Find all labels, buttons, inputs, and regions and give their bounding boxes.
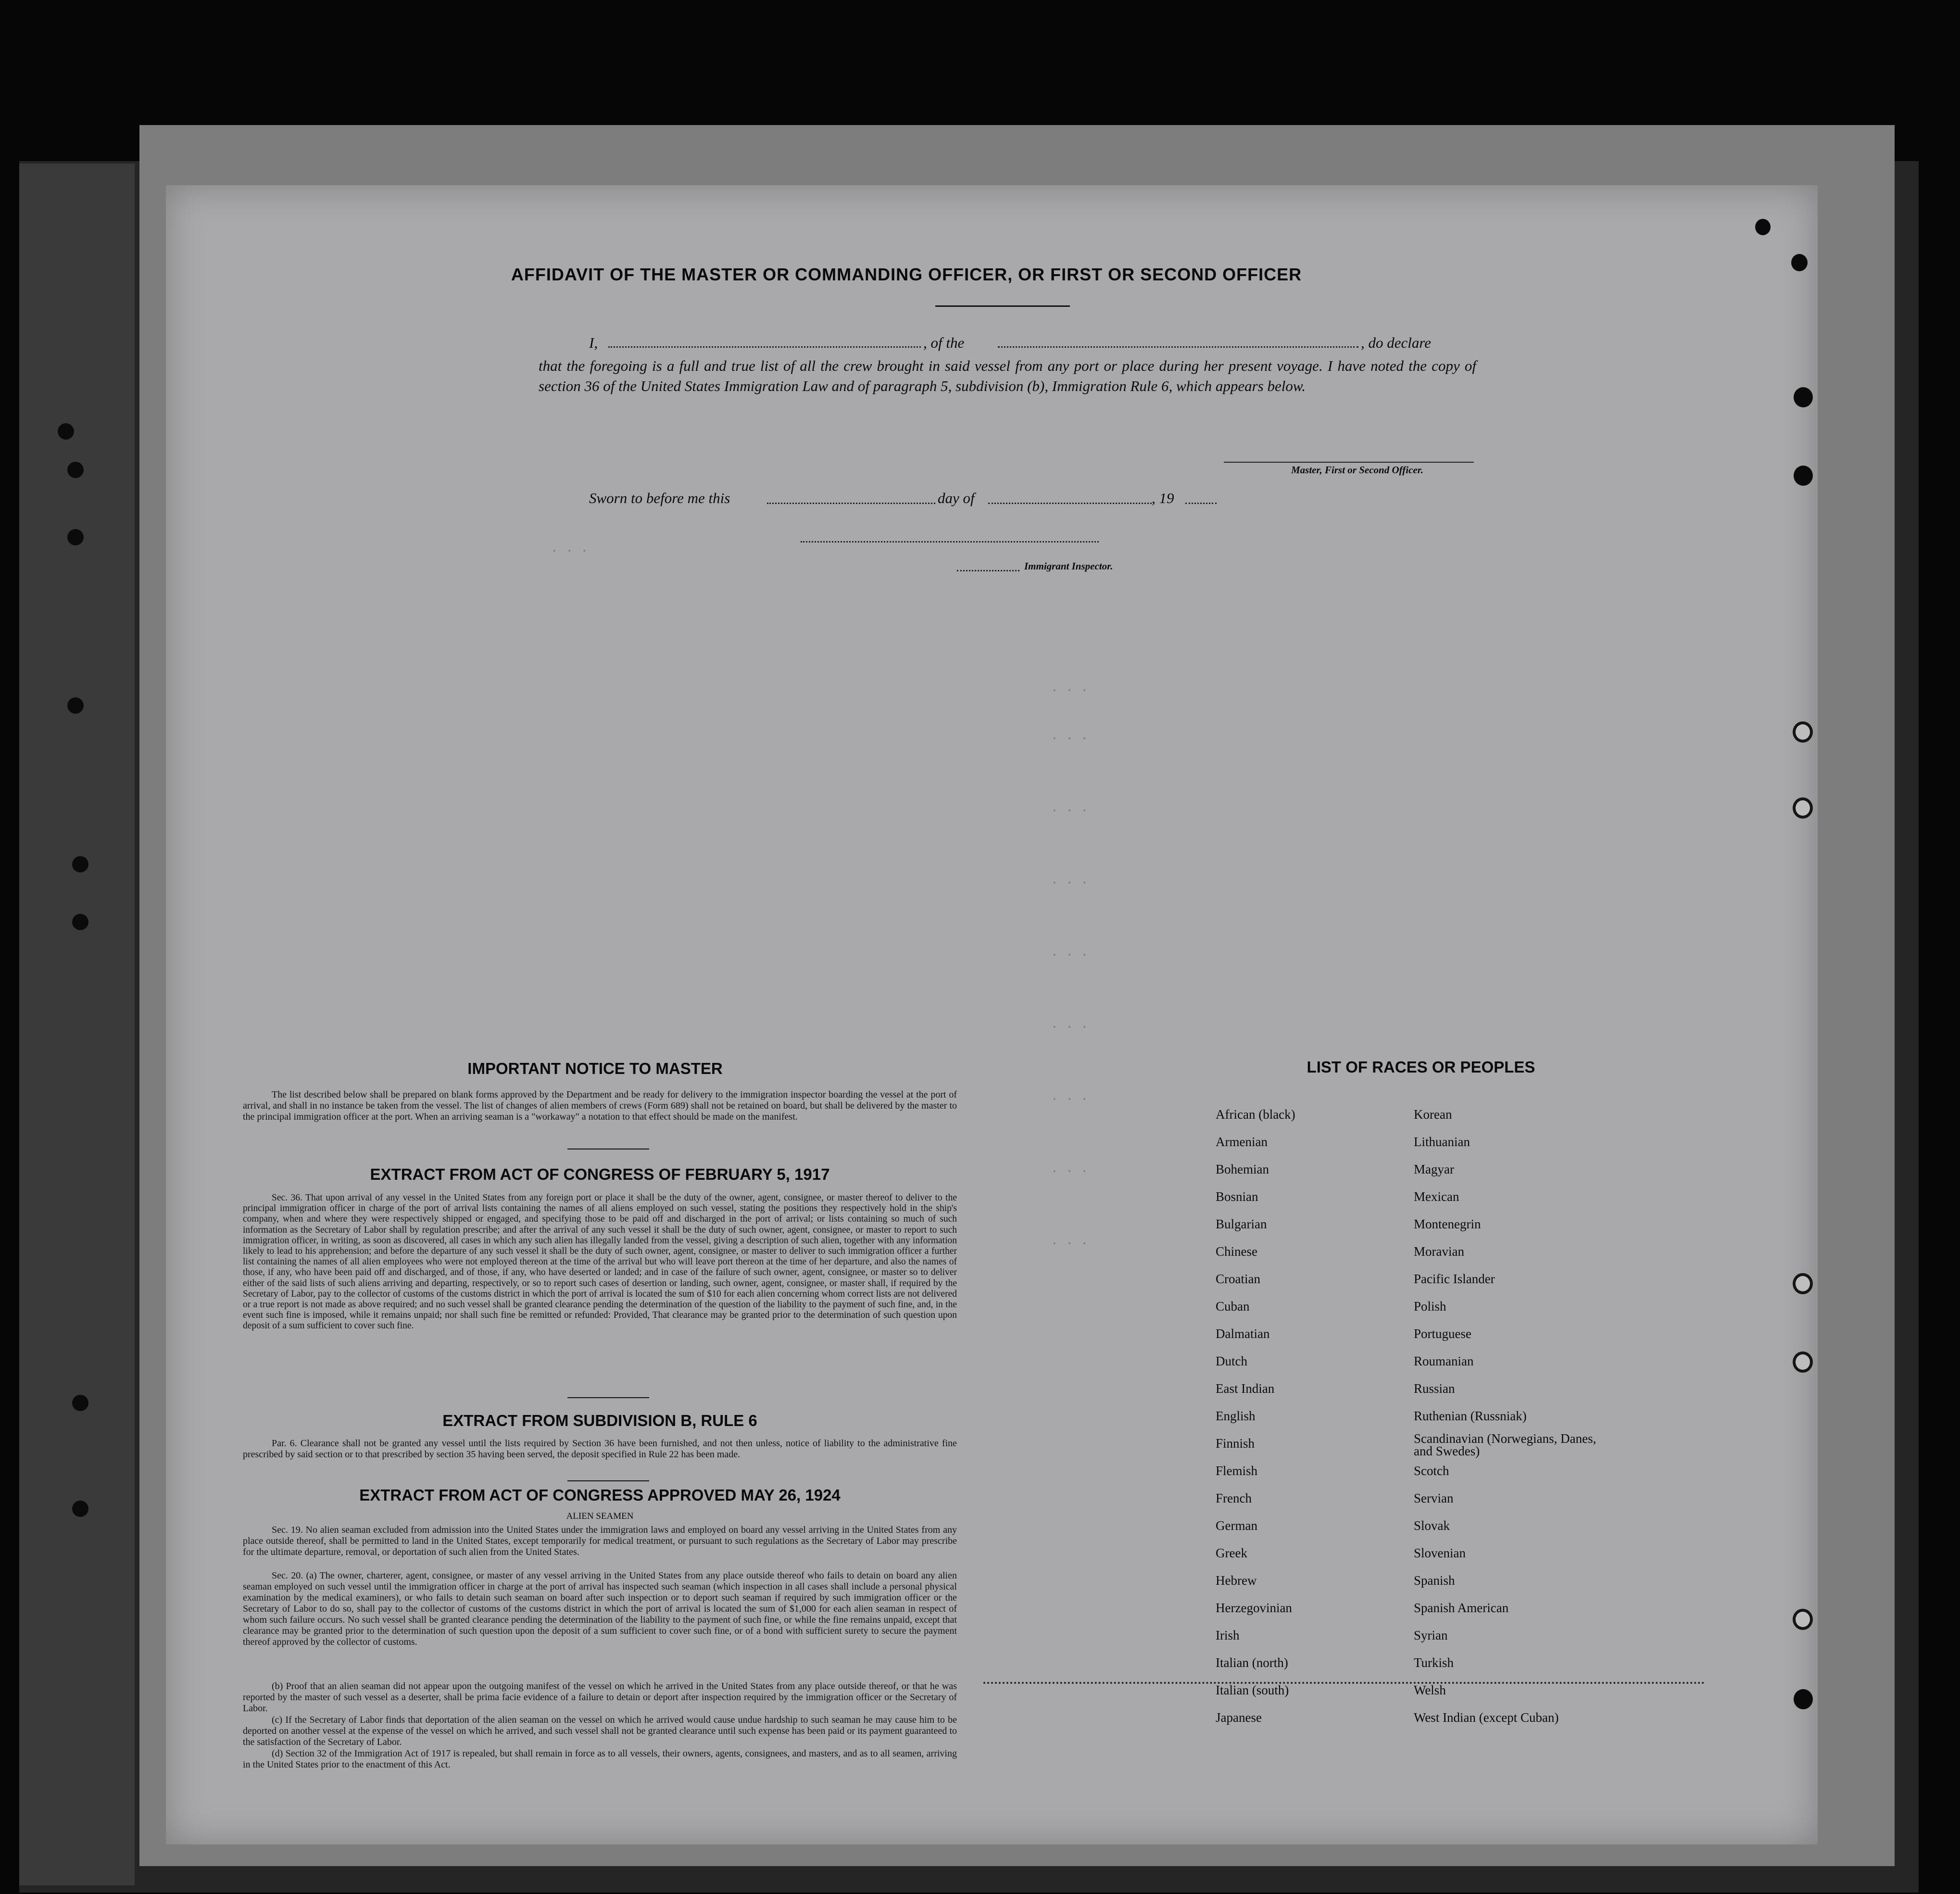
sec19-text: Sec. 19. No alien seaman excluded from admission into the United States under the immigration laws and employed on board any vessel arriving in the United States from any place outside thereof, shall be permitted to land in the United States, except temporarily for medical treatment, or pursuant to such regulations as the Secretary of Labor may prescribe for the ultimate departure, removal, or deportation of such alien from the United States. [243, 1525, 957, 1557]
race-item: Slovak [1414, 1518, 1450, 1533]
punch-hole [1794, 387, 1813, 407]
affidavit-text: that the foregoing is a full and true list of all the crew brought in said vessel from any port or place during her present voyage. I have noted the copy of section 36 of the United States Immigration Law and of paragraph 5, subdivision (b), Immigration Rule 6, which appears below. [539, 357, 1476, 394]
race-item: Welsh [1414, 1683, 1446, 1697]
race-item: Lithuanian [1414, 1135, 1470, 1149]
rule6-rule [567, 1480, 649, 1481]
punch-hole [1794, 1689, 1813, 1709]
race-item: Dutch [1216, 1354, 1247, 1368]
alien-seamen-subtitle: ALIEN SEAMEN [566, 1511, 634, 1521]
race-item: Greek [1216, 1546, 1247, 1560]
race-item: Korean [1414, 1107, 1452, 1122]
day-of-label: day of [938, 490, 975, 506]
race-item: Ruthenian (Russniak) [1414, 1409, 1527, 1423]
race-item: Italian (south) [1216, 1683, 1289, 1697]
punch-hole [1793, 1351, 1813, 1373]
affidavit-of-the: , of the [923, 334, 965, 351]
race-item: German [1216, 1518, 1257, 1533]
sec20c-text: (c) If the Secretary of Labor finds that deportation of the alien seaman on the vessel on which he arrived would cause undue hardship to such seaman he may cause him to be deported on another vessel at the expense of the vessel on which he arrived, and such vessel shall not be granted clearance until such expense has been paid or its payment guaranteed to the satisfaction of the Secretary of Labor. [243, 1715, 957, 1747]
race-item: Italian (north) [1216, 1655, 1288, 1670]
race-item: Bosnian [1216, 1189, 1258, 1204]
sec20b-text: (b) Proof that an alien seaman did not appear upon the outgoing manifest of the vessel on which he arrived in the United States from any place outside thereof, or that he was reported by the master of such vessel as a deserter, shall be prima facie evidence of a failure to detain or deport after inspection required by the immigration officer or the Secretary of Labor. [243, 1681, 957, 1714]
race-item: Syrian [1414, 1628, 1448, 1642]
race-item: English [1216, 1409, 1256, 1423]
signature-line[interactable] [1224, 462, 1474, 463]
race-item: African (black) [1216, 1107, 1295, 1122]
race-item: Montenegrin [1414, 1217, 1481, 1231]
race-item: Polish [1414, 1299, 1446, 1313]
notice-title: IMPORTANT NOTICE TO MASTER [467, 1060, 723, 1077]
race-item: Croatian [1216, 1272, 1260, 1286]
dotted-row-line [983, 1682, 1705, 1684]
punch-hole [1793, 1273, 1813, 1294]
race-item: Mexican [1414, 1189, 1459, 1204]
race-item: Bulgarian [1216, 1217, 1267, 1231]
race-item: Turkish [1414, 1655, 1454, 1670]
document-page: . . . . . . . . . . . . . . . . . . . . . . . . . . . . . . AFFIDAVIT OF THE MASTER OR COMMANDING OFFICER, OR FIRST OR SECOND OFFICER I, , of the , do declare that the foregoing is a full and true list of all the crew brought in said vessel from any port or place during her present voyage. I have noted the copy of section 36 of the United States Immigration Law and of paragraph 5, subdivision (b), Immigration Rule 6, which appears below. Master, First or Second Officer. Sworn to before me this day of , 19 Immigrant Inspector. IMPORTANT NOTICE TO MASTER The list described below shall be prepared on blank forms approved by the Department and be ready for delivery to the immigration inspector boarding the vessel at the port of arrival, and shall in no instance be taken from the vessel. The list of changes of alien members of crews (Form 689) shall not be retained on board, but shall be delivered by the master to the principal immigration officer at the port. When an arriving seaman is a "workaway" a notation to that effect should be made on the manifest. EXTRACT FROM ACT OF CONGRESS OF FEBRUARY 5, 1917 Sec. 36. That upon arrival of any vessel in the United States from any foreign port or place it shall be the duty of the owner, agent, consignee, or master thereof to deliver to the principal immigration officer in charge of the port of arrival lists containing the names of all aliens employed on such vessel, stating the positions they respectively hold in the ship's company, when and where they were respectively shipped or engaged, and specifying those to be paid off and discharged in the port of arrival; or lists containing so much of such information as the Secretary of Labor shall by regulation prescribe; and after the arrival of any such vessel it shall be the duty of such owner, agent, consignee, or master to report to such immigration officer, in writing, as soon as discovered, all cases in which any such alien has illegally landed from the vessel, giving a description of such alien, together with any information likely to lead to his apprehension; and before the departure of any such vessel it shall be the duty of such owner, agent, consignee, or master to deliver to such immigration officer a further list containing the names of all alien employees who were not employed thereon at the time of the arrival but who will leave port thereon at the time of her departure, and also the names of those, if any, who have been paid off and discharged, and of those, if any, who have deserted or landed; and in case of the failure of such owner, agent, consignee, or master so to deliver either of the said lists of such aliens arriving and departing, respectively, or so to report such cases of desertion or landing, such owner, agent, consignee, or master shall, if required by the Secretary of Labor, pay to the collector of customs of the customs district in which the port of arrival is located the sum of $10 for each alien concerning whom correct lists are not delivered or a true report is not made as above required; and no such vessel shall be granted clearance pending the determination of the question of the liability to the payment of such fine, and, in the event such fine is imposed, while it remains unpaid; nor shall such fine be remitted or refunded: Provided, That clearance may be granted prior to the determination of such question upon deposit of a sum sufficient to cover such fine. EXTRACT FROM SUBDIVISION B, RULE 6 Par. 6. Clearance shall not be granted any vessel until the lists required by Section 36 have been furnished, and not then unless, notice of liability to the administrative fine prescribed by said section or to that prescribed by section 35 having been served, the deposit specified in Rule 22 has been made. EXTRACT FROM ACT OF CONGRESS APPROVED MAY 26, 1924 ALIEN SEAMEN Sec. 19. No alien seaman excluded from admission into the United States under the immigration laws and employed on board any vessel arriving in the United States from any place outside thereof, shall be permitted to land in the United States, except temporarily for medical treatment, or pursuant to such regulations as the Secretary of Labor may prescribe for the ultimate departure, removal, or deportation of such alien from the United States. Sec. 20. (a) The owner, charterer, agent, consignee, or master of any vessel arriving in the United States from any place outside thereof who fails to detain on board any alien seaman employed on such vessel until the immigration officer in charge at the port of arrival has inspected such seaman (which inspection in all cases shall include a personal physical examination by the medical examiners), or who fails to detain such seaman on board after such inspection or to deport such seaman if required by such immigration officer or the Secretary of Labor to do so, shall pay to the collector of customs of the customs district in which the port of arrival is located the sum of $1,000 for each alien seaman in respect of whom such failure occurs. No such vessel shall be granted clearance pending the determination of the liability to the payment of such fine, or while the fine remains unpaid, except that clearance may be granted prior to the determination of such question upon the deposit of a sum sufficient to cover such fine, or of a bond with sufficient surety to secure the payment thereof approved by the collector of customs. (b) Proof that an alien seaman did not appear upon the outgoing manifest of the vessel on which he arrived in the United States from any place outside thereof, or that he was reported by the master of such vessel as a deserter, shall be prima facie evidence of a failure to detain or deport after inspection required by the immigration officer or the Secretary of Labor. (c) If the Secretary of Labor finds that deportation of the alien seaman on the vessel on which he arrived would cause undue hardship to such seaman he may cause him to be deported on another vessel at the expense of the vessel on which he arrived, and such vessel shall not be granted clearance until such expense has been paid or its payment guaranteed to the satisfaction of the Secretary of Labor. (d) Section 32 of the Immigration Act of 1917 is repealed, but shall remain in force as to all vessels, their owners, agents, consignees, and masters, and as to all seamen, arriving in the United States prior to the enactment of this Act. LIST OF RACES OR PEOPLES African (black) Armenian Bohemian Bosnian Bulgarian Chinese Croatian Cuban Dalmatian Dutch East Indian English Finnish Flemish French German Greek Hebrew Herzegovinian Irish Italian (north) Italian (south) Japanese Korean Lithuanian Magyar Mexican Montenegrin Moravian Pacific Islander Polish Portuguese Roumanian Russian Ruthenian (Russniak) Scandinavian (Norwegians, Danes, and Swedes) Scotch Servian Slovak Slovenian Spanish Spanish American Syrian Turkish Welsh West Indian (except Cuban) [166, 185, 1818, 1844]
punch-hole [1793, 797, 1813, 819]
punch-hole [1791, 254, 1808, 271]
affidavit-title: AFFIDAVIT OF THE MASTER OR COMMANDING OFFICER, OR FIRST OR SECOND OFFICER [511, 265, 1302, 284]
sworn-day-blank[interactable] [767, 503, 935, 504]
race-item: Dalmatian [1216, 1326, 1270, 1341]
rule6-text: Par. 6. Clearance shall not be granted any vessel until the lists required by Section 36 have been furnished, and not then unless, notice of liability to the administrative fine prescribed by said section or to that prescribed by section 35 having been served, the deposit specified in Rule 22 has been made. [243, 1438, 957, 1460]
year-label: , 19 [1152, 490, 1174, 506]
binder-spine [19, 164, 135, 1885]
race-item: Slovenian [1414, 1546, 1466, 1560]
punch-hole [1755, 219, 1771, 235]
race-item: Scandinavian (Norwegians, Danes, and Swedes) [1414, 1431, 1596, 1458]
inspector-line[interactable] [801, 541, 1099, 543]
extract-1917-rule [567, 1397, 649, 1398]
extract-1917-title: EXTRACT FROM ACT OF CONGRESS OF FEBRUARY 5, 1917 [370, 1165, 830, 1183]
race-item: Roumanian [1414, 1354, 1474, 1368]
vessel-blank[interactable] [998, 346, 1358, 348]
punch-hole [1794, 466, 1813, 486]
race-item: Russian [1414, 1381, 1455, 1396]
race-item: Herzegovinian [1216, 1601, 1292, 1615]
race-item: East Indian [1216, 1381, 1275, 1396]
punch-hole [1793, 721, 1813, 743]
affidavit-do-declare: , do declare [1361, 334, 1432, 351]
races-title: LIST OF RACES OR PEOPLES [1307, 1058, 1535, 1076]
race-item: Japanese [1216, 1710, 1262, 1725]
title-rule [935, 305, 1070, 307]
race-item: Scotch [1414, 1464, 1449, 1478]
signature-caption: Master, First or Second Officer. [1291, 464, 1423, 476]
sworn-label: Sworn to before me this [589, 490, 730, 506]
race-item: Bohemian [1216, 1162, 1269, 1176]
race-item: Spanish American [1414, 1601, 1509, 1615]
race-item: French [1216, 1491, 1252, 1505]
rule6-title: EXTRACT FROM SUBDIVISION B, RULE 6 [442, 1412, 757, 1429]
sec20a-text: Sec. 20. (a) The owner, charterer, agent, consignee, or master of any vessel arriving in the United States from any place outside thereof who fails to detain on board any alien seaman employed on such vessel until the immigration officer in charge at the port of arrival has inspected such seaman (which inspection in all cases shall include a personal physical examination by the medical examiners), or who fails to detain such seaman on board after such inspection or to deport such seaman if required by such immigration officer or the Secretary of Labor to do so, shall pay to the collector of customs of the customs district in which the port of arrival is located the sum of $1,000 for each alien seaman in respect of whom such failure occurs. No such vessel shall be granted clearance pending the determination of the liability to the payment of such fine, or while the fine remains unpaid, except that clearance may be granted prior to the determination of such question upon the deposit of a sum sufficient to cover such fine, or of a bond with sufficient surety to secure the payment thereof approved by the collector of customs. [243, 1570, 957, 1647]
race-item: Spanish [1414, 1573, 1455, 1588]
race-item: Portuguese [1414, 1326, 1471, 1341]
affidavit-i: I, [589, 334, 598, 351]
punch-hole [1793, 1609, 1813, 1630]
name-blank[interactable] [608, 346, 921, 348]
race-item: West Indian (except Cuban) [1414, 1710, 1559, 1725]
race-item: Flemish [1216, 1464, 1258, 1478]
sec20d-text: (d) Section 32 of the Immigration Act of 1917 is repealed, but shall remain in force as to all vessels, their owners, agents, consignees, and masters, and as to all seamen, arriving in the United States prior to the enactment of this Act. [243, 1748, 957, 1770]
inspector-short-line [957, 570, 1019, 571]
race-item: Servian [1414, 1491, 1454, 1505]
race-item: Finnish [1216, 1436, 1255, 1451]
extract-1924-title: EXTRACT FROM ACT OF CONGRESS APPROVED MAY 26, 1924 [359, 1486, 841, 1504]
extract-1917-text: Sec. 36. That upon arrival of any vessel in the United States from any foreign port or place it shall be the duty of the owner, agent, consignee, or master thereof to deliver to the principal immigration officer in charge of the port of arrival lists containing the names of all aliens employed on such vessel, stating the positions they respectively hold in the ship's company, when and where they were respectively shipped or engaged, and specifying those to be paid off and discharged in the port of arrival; or lists containing so much of such information as the Secretary of Labor shall by regulation prescribe; and after the arrival of any such vessel it shall be the duty of such owner, agent, consignee, or master to report to such immigration officer, in writing, as soon as discovered, all cases in which any such alien has illegally landed from the vessel, giving a description of such alien, together with any information likely to lead to his apprehension; and before the departure of any such vessel it shall be the duty of such owner, agent, consignee, or master to deliver to such immigration officer a further list containing the names of all alien employees who were not employed thereon at the time of the arrival but who will leave port thereon at the time of her departure, and also the names of those, if any, who have been paid off and discharged, and of those, if any, who have deserted or landed; and in case of the failure of such owner, agent, consignee, or master so to deliver either of the said lists of such aliens arriving and departing, respectively, or so to report such cases of desertion or landing, such owner, agent, consignee, or master shall, if required by the Secretary of Labor, pay to the collector of customs of the customs district in which the port of arrival is located the sum of $10 for each alien concerning whom correct lists are not delivered or a true report is not made as above required; and no such vessel shall be granted clearance pending the determination of the question of the liability to the payment of such fine, and, in the event such fine is imposed, while it remains unpaid; nor shall such fine be remitted or refunded: Provided, That clearance may be granted prior to the determination of such question upon deposit of a sum sufficient to cover such fine. [243, 1193, 957, 1331]
sworn-year-blank[interactable] [1185, 503, 1217, 504]
sworn-month-blank[interactable] [988, 503, 1152, 504]
race-item: Magyar [1414, 1162, 1454, 1176]
race-item: Irish [1216, 1628, 1240, 1642]
race-item: Armenian [1216, 1135, 1268, 1149]
race-item: Moravian [1414, 1244, 1464, 1259]
race-item: Chinese [1216, 1244, 1257, 1259]
notice-text: The list described below shall be prepared on blank forms approved by the Department and be ready for delivery to the immigration inspector boarding the vessel at the port of arrival, and shall in no instance be taken from the vessel. The list of changes of alien members of crews (Form 689) shall not be retained on board, but shall be delivered by the master to the principal immigration officer at the port. When an arriving seaman is a "workaway" a notation to that effect should be made on the manifest. [243, 1089, 957, 1122]
race-item: Hebrew [1216, 1573, 1257, 1588]
inspector-caption: Immigrant Inspector. [1024, 560, 1113, 572]
race-item: Pacific Islander [1414, 1272, 1495, 1286]
race-item: Cuban [1216, 1299, 1250, 1313]
